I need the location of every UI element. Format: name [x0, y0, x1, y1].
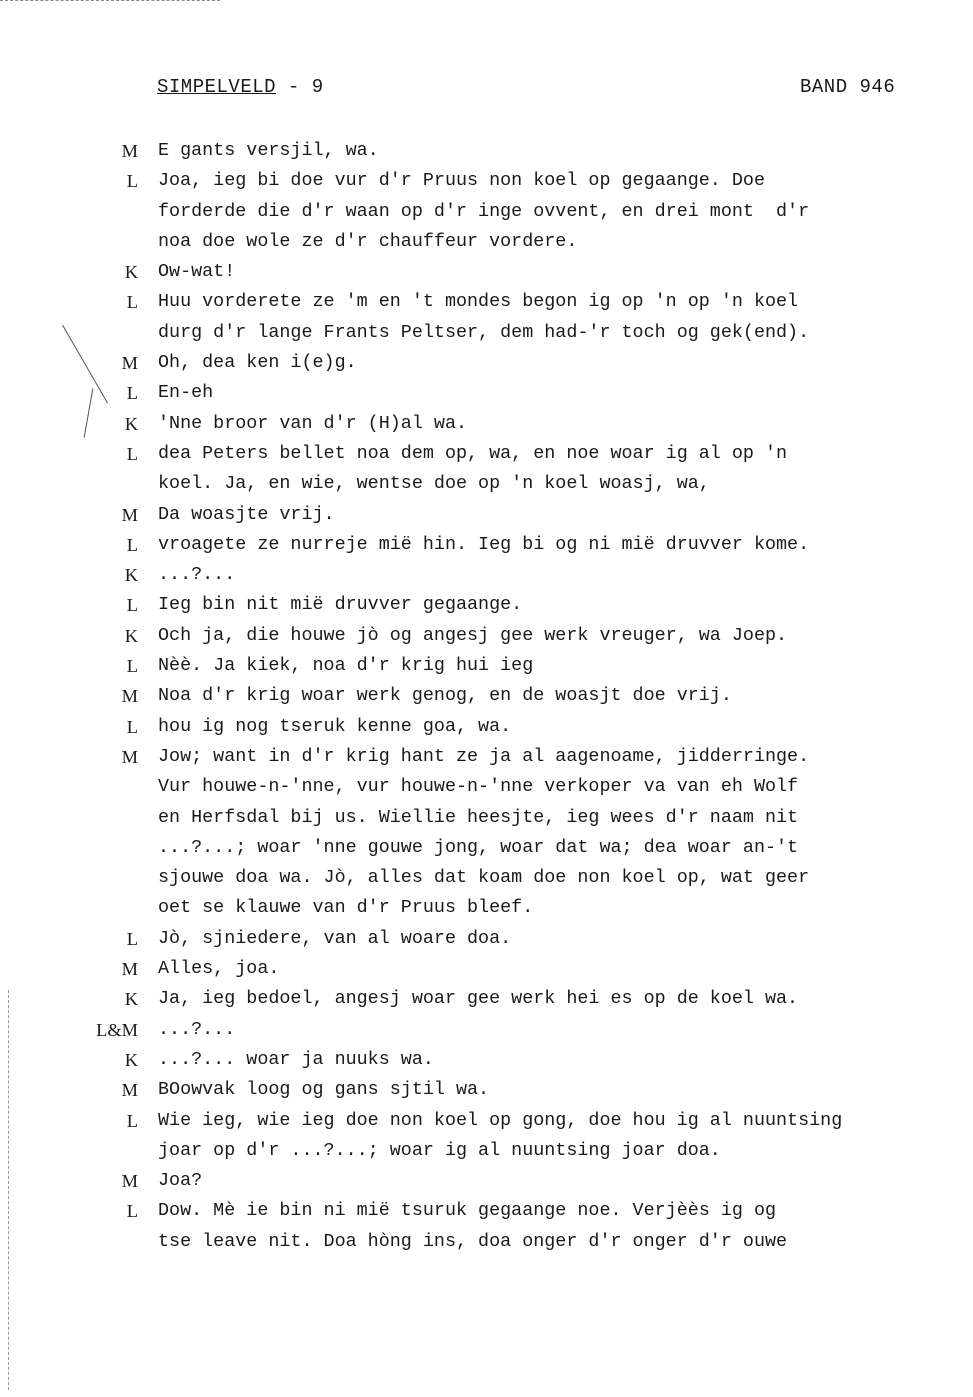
- transcript-line: [0, 136, 973, 166]
- transcript-line: [0, 378, 973, 408]
- speaker-label: K: [124, 625, 138, 646]
- utterance-text: BOowvak loog og gans sjtil wa.: [158, 1079, 490, 1101]
- utterance-text: durg d'r lange Frants Peltser, dem had-'r toch og gek(end).: [158, 321, 810, 343]
- speaker-label: M: [121, 959, 138, 980]
- utterance-text: koel. Ja, en wie, wentse doe op 'n koel woasj, wa,: [158, 473, 710, 495]
- transcript-line: [0, 621, 973, 651]
- transcript-line: [0, 530, 973, 560]
- transcript-line: [0, 590, 973, 620]
- transcript-line: [0, 681, 973, 711]
- utterance-text: Vur houwe-n-'nne, vur houwe-n-'nne verkoper va van eh Wolf: [158, 776, 799, 798]
- speaker-label: L: [126, 171, 138, 192]
- transcript: [0, 136, 973, 1257]
- page-number: - 9: [287, 76, 324, 98]
- transcript-line: [0, 1075, 973, 1105]
- transcript-line: [0, 1227, 973, 1257]
- utterance-text: Joa?: [158, 1170, 203, 1192]
- transcript-line: [0, 651, 973, 681]
- utterance-text: Huu vorderete ze 'm en 't mondes begon ig op 'n op 'n koel: [158, 291, 799, 313]
- utterance-text: Dow. Mè ie bin ni mië tsuruk gegaange noe. Verjèès ig og: [158, 1200, 777, 1222]
- speaker-label: L&M: [96, 1019, 138, 1040]
- speaker-label: M: [121, 353, 138, 374]
- speaker-label: M: [121, 141, 138, 161]
- transcript-line: [0, 469, 973, 499]
- speaker-label: L: [126, 292, 138, 313]
- transcript-line: [0, 1166, 973, 1196]
- speaker-label: M: [121, 686, 138, 707]
- speaker-label: M: [121, 1171, 138, 1192]
- transcript-line: [0, 197, 973, 227]
- utterance-text: Jow; want in d'r krig hant ze ja al aagenoame, jidderringe.: [158, 745, 810, 767]
- transcript-line: [0, 1045, 973, 1075]
- utterance-text: ...?...: [158, 1018, 236, 1040]
- transcript-line: [0, 924, 973, 954]
- speaker-label: L: [126, 716, 138, 737]
- transcript-line: [0, 348, 973, 378]
- utterance-text: Jò, sjniedere, van al woare doa.: [158, 927, 512, 949]
- transcript-line: [0, 712, 973, 742]
- transcript-line: [0, 833, 973, 863]
- transcript-line: [0, 1136, 973, 1166]
- transcript-line: [0, 287, 973, 317]
- utterance-text: Wie ieg, wie ieg doe non koel op gong, doe hou ig al nuuntsing: [158, 1109, 843, 1131]
- speaker-label: M: [121, 504, 138, 525]
- transcript-line: [0, 166, 973, 196]
- transcript-line: [0, 954, 973, 984]
- transcript-line: [0, 742, 973, 772]
- utterance-text: tse leave nit. Doa hòng ins, doa onger d'r onger d'r ouwe: [158, 1230, 788, 1252]
- utterance-text: en Herfsdal bij us. Wiellie heesjte, ieg wees d'r naam nit: [158, 806, 799, 828]
- speaker-label: L: [126, 383, 138, 404]
- transcript-line: [0, 409, 973, 439]
- transcript-line: [0, 1196, 973, 1226]
- band-label: BAND 946: [800, 76, 896, 98]
- transcript-line: [0, 560, 973, 590]
- page-title: SIMPELVELD: [157, 76, 277, 98]
- utterance-text: dea Peters bellet noa dem op, wa, en noe woar ig al op 'n: [158, 442, 788, 464]
- utterance-text: Nèè. Ja kiek, noa d'r krig hui ieg: [158, 655, 534, 677]
- utterance-text: Noa d'r krig woar werk genog, en de woasjt doe vrij.: [158, 685, 732, 707]
- top-edge-marks: [0, 0, 220, 9]
- transcript-line: [0, 772, 973, 802]
- utterance-text: E gants versjil, wa.: [158, 140, 379, 161]
- utterance-text: Ow-wat!: [158, 261, 236, 283]
- utterance-text: 'Nne broor van d'r (H)al wa.: [158, 412, 468, 434]
- utterance-text: Joa, ieg bi doe vur d'r Pruus non koel op gegaange. Doe: [158, 170, 765, 192]
- utterance-text: ...?...; woar 'nne gouwe jong, woar dat wa; dea woar an-'t: [158, 836, 799, 858]
- utterance-text: Da woasjte vrij.: [158, 503, 335, 525]
- utterance-text: Alles, joa.: [158, 958, 280, 980]
- transcript-line: [0, 500, 973, 530]
- utterance-text: hou ig nog tseruk kenne goa, wa.: [158, 715, 512, 737]
- utterance-text: Och ja, die houwe jò og angesj gee werk vreuger, wa Joep.: [158, 624, 788, 646]
- speaker-label: K: [124, 565, 138, 586]
- speaker-label: L: [126, 534, 138, 555]
- transcript-line: [0, 1106, 973, 1136]
- utterance-text: oet se klauwe van d'r Pruus bleef.: [158, 897, 534, 919]
- speaker-label: L: [126, 656, 138, 677]
- speaker-label: M: [121, 1080, 138, 1101]
- transcript-line: [0, 893, 973, 923]
- utterance-text: Oh, dea ken i(e)g.: [158, 352, 357, 374]
- transcript-line: [0, 984, 973, 1014]
- transcript-line: [0, 1015, 973, 1045]
- speaker-label: K: [124, 989, 138, 1010]
- utterance-text: noa doe wole ze d'r chauffeur vordere.: [158, 230, 578, 252]
- speaker-label: L: [126, 595, 138, 616]
- speaker-label: K: [124, 413, 138, 434]
- speaker-label: L: [126, 928, 138, 949]
- transcript-line: [0, 318, 973, 348]
- transcript-line: [0, 863, 973, 893]
- transcript-line: [0, 803, 973, 833]
- utterance-text: joar op d'r ...?...; woar ig al nuuntsing joar doa.: [158, 1139, 721, 1161]
- speaker-label: L: [126, 443, 138, 464]
- speaker-label: L: [126, 1110, 138, 1131]
- utterance-text: ...?...: [158, 564, 236, 586]
- speaker-label: L: [126, 1201, 138, 1222]
- speaker-label: K: [124, 1049, 138, 1070]
- utterance-text: Ja, ieg bedoel, angesj woar gee werk hei es op de koel wa.: [158, 988, 799, 1010]
- page-header-left: [157, 76, 324, 98]
- speaker-label: K: [124, 262, 138, 283]
- utterance-text: En-eh: [158, 382, 214, 404]
- utterance-text: Ieg bin nit mië druvver gegaange.: [158, 594, 523, 616]
- utterance-text: sjouwe doa wa. Jò, alles dat koam doe non koel op, wat geer: [158, 867, 810, 889]
- transcript-line: [0, 257, 973, 287]
- transcript-line: [0, 227, 973, 257]
- utterance-text: ...?... woar ja nuuks wa.: [158, 1048, 434, 1070]
- utterance-text: forderde die d'r waan op d'r inge ovvent, en drei mont d'r: [158, 200, 810, 222]
- transcript-line: [0, 439, 973, 469]
- speaker-label: M: [121, 746, 138, 767]
- utterance-text: vroagete ze nurreje mië hin. Ieg bi og ni mië druvver kome.: [158, 533, 810, 555]
